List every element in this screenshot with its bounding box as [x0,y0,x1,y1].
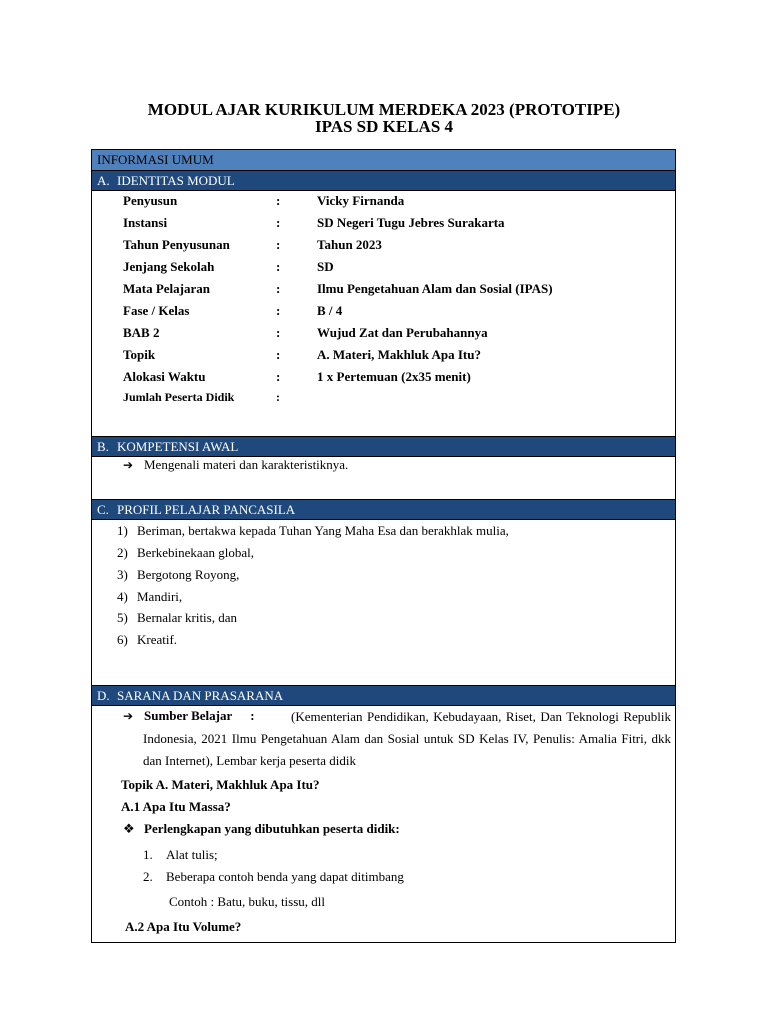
section-b-number: B. [97,439,109,454]
contoh-text: Contoh : Batu, buku, tissu, dll [169,894,326,909]
profil-item: 4) Mandiri, [117,589,183,604]
section-a-number: A. [97,173,110,188]
profil-item: 3) Bergotong Royong, [117,567,240,582]
diamond-bullet-icon: ❖ [123,822,135,837]
section-a-header [92,170,675,191]
perlengkapan-heading: ❖ Perlengkapan yang dibutuhkan peserta didik: [123,821,400,837]
profil-item: 6) Kreatif. [117,632,178,647]
subtopic-a2: A.2 Apa Itu Volume? [125,919,242,934]
sumber-belajar-text: (Kementerian Pendidikan, Kebudayaan, Riset, Dan Teknologi Republik Indonesia, 2021 Ilmu Pengetahuan Alam dan Sosial untuk SD Kelas IV, Penulis: Amalia Fitri, dkk dan Internet), Lembar kerja peserta didik [143,709,671,768]
section-d-number: D. [97,688,110,703]
profil-item: 1) Beriman, bertakwa kepada Tuhan Yang Maha Esa dan berakhlak mulia, [117,523,509,538]
profil-item: 5) Bernalar kritis, dan [117,610,237,625]
section-c-label: PROFIL PELAJAR PANCASILA [117,502,296,517]
topik-heading: Topik A. Materi, Makhluk Apa Itu? [121,777,320,792]
section-d-header [92,685,675,706]
subtopic-a1: A.1 Apa Itu Massa? [121,799,231,814]
perlengkapan-item: 2. Beberapa contoh benda yang dapat ditimbang [143,869,404,884]
profil-item: 2) Berkebinekaan global, [117,545,254,560]
section-d-label: SARANA DAN PRASARANA [117,688,284,703]
section-b-header [92,436,675,457]
arrow-right-icon: ➔ [123,709,134,723]
section-c-header [92,499,675,520]
section-b-label: KOMPETENSI AWAL [117,439,239,454]
arrow-right-icon: ➔ [123,458,134,472]
perlengkapan-item: 1. Alat tulis; [143,847,218,862]
document-title: MODUL AJAR KURIKULUM MERDEKA 2023 (PROTOTIPE) [147,100,621,119]
header-informasi-umum: INFORMASI UMUM [92,150,675,171]
sumber-belajar-label: ➔ Sumber Belajar : [123,708,255,723]
kompetensi-item: ➔ Mengenali materi dan karakteristiknya. [123,457,349,472]
document-subtitle: IPAS SD KELAS 4 [314,117,454,136]
section-a-label: IDENTITAS MODUL [117,173,235,188]
section-c-number: C. [97,502,109,517]
module-table: INFORMASI UMUM A. IDENTITAS MODUL Penyusun : Vicky Firnanda Instansi : SD Negeri Tugu Jebres Surakarta Tahun Penyusunan : Tahun 2023 Jenjang Sekolah : SD Mata Pelajaran : Ilmu Pengetahuan Alam dan Sosial (IPAS) Fase / Kelas : B / 4 BAB 2 : Wujud Zat dan Perubahannya Topik : A. Materi, Makhluk Apa Itu? Alokasi Waktu : 1 x Pertemuan (2x35 menit) Jumlah Peserta Didik : B. KOMPETENSI AWAL ➔ Mengenali materi dan karakteristiknya. C. PROFIL PELAJAR PANCASILA 1) Beriman, bertakwa kepada Tuhan Yang Maha Esa dan berakhlak mulia, 2) Berkebinekaan global, 3) Bergotong Royong, 4) Mandiri, 5) Bernalar kritis, dan 6) Kreatif. D. SARANA DAN PRASARANA ➔ Sumber Belajar : (Kementerian Pendidikan, Kebudayaan, Riset, Dan Teknologi Republik Indonesia, 2021 Ilmu Pengetahuan Alam dan Sosial untuk SD Kelas IV, Penulis: Amalia Fitri, dkk dan Internet), Lembar kerja peserta didik Topik A. Materi, Makhluk Apa Itu? A.1 Apa Itu Massa? ❖ Perlengkapan yang dibutuhkan peserta didik: 1. Alat tulis; 2. Beberapa contoh benda yang dapat ditimbang Contoh : Batu, buku, tissu, dll A.2 Apa Itu Volume? [91,149,676,943]
